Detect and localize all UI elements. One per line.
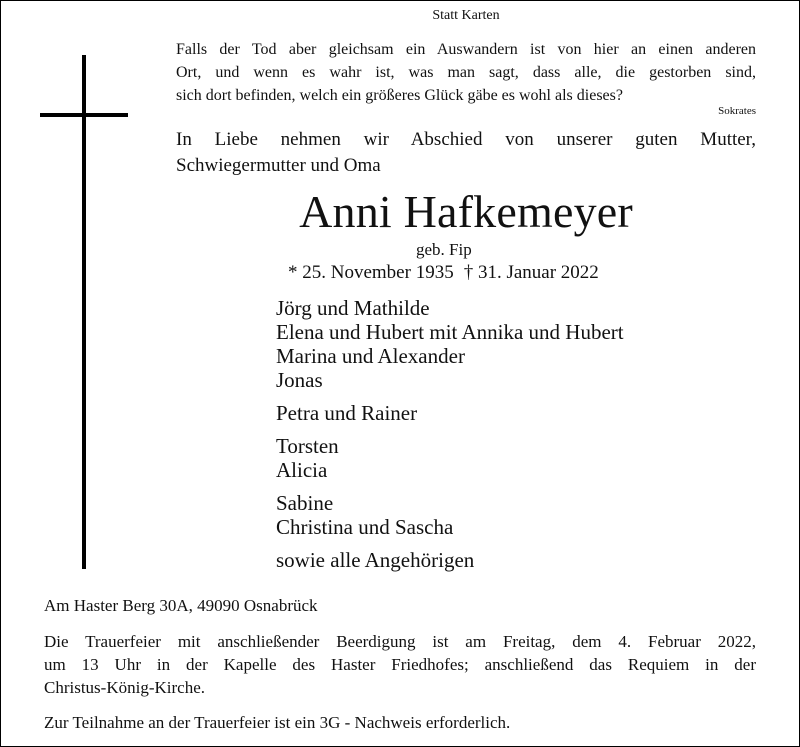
intro-line: In Liebe nehmen wir Abschied von unserer guten Mutter, [176, 129, 756, 150]
quote-line: Ort, und wenn es wahr ist, was man sagt, dass alle, die gestorben sind, [176, 64, 756, 81]
quote-line: sich dort befinden, welch ein größeres Glück gäbe es wohl als dieses? [176, 87, 623, 104]
service-line: Die Trauerfeier mit anschließender Beerdigung ist am Freitag, dem 4. Februar 2022, [44, 632, 756, 651]
birth-date: * 25. November 1935 [288, 262, 454, 283]
cross-horizontal-bar [40, 113, 128, 117]
service-line: Christus-König-Kirche. [44, 678, 206, 697]
family-group [276, 548, 624, 572]
family-group [276, 401, 624, 425]
quote [176, 38, 756, 107]
family-member-line: Jörg und Mathilde [276, 296, 430, 320]
family-member-line: Christina und Sascha [276, 515, 454, 539]
family-member-line: Jonas [276, 368, 323, 392]
family-group [276, 296, 624, 392]
quote-line: Falls der Tod aber gleichsam ein Auswandern ist von hier an einen anderen [176, 41, 756, 58]
family-group [276, 434, 624, 482]
covid-notice: Zur Teilnahme an der Trauerfeier ist ein 3G - Nachweis erforderlich. [44, 713, 511, 732]
family-member-line: Sabine [276, 491, 334, 515]
service-line: um 13 Uhr in der Kapelle des Haster Friedhofes; anschließend das Requiem in der [44, 655, 756, 674]
family-group [276, 491, 624, 539]
death-date: † 31. Januar 2022 [463, 262, 599, 283]
family-member-line: Petra und Rainer [276, 401, 418, 425]
intro-line: Schwiegermutter und Oma [176, 155, 381, 176]
header-label: Statt Karten [432, 8, 500, 23]
maiden-name: geb. Fip [416, 240, 472, 259]
intro-text [176, 127, 756, 179]
address: Am Haster Berg 30A, 49090 Osnabrück [44, 596, 318, 615]
quote-author: Sokrates [718, 105, 756, 117]
family-member-line: Elena und Hubert mit Annika und Hubert [276, 320, 624, 344]
family-list [276, 296, 624, 581]
life-dates [288, 262, 599, 284]
family-member-line: Marina und Alexander [276, 344, 465, 368]
service-info [44, 630, 756, 699]
family-member-line: Torsten [276, 434, 339, 458]
cross-vertical-bar [82, 55, 86, 569]
family-member-line: sowie alle Angehörigen [276, 548, 475, 572]
deceased-name: Anni Hafkemeyer [299, 186, 633, 237]
family-member-line: Alicia [276, 458, 328, 482]
